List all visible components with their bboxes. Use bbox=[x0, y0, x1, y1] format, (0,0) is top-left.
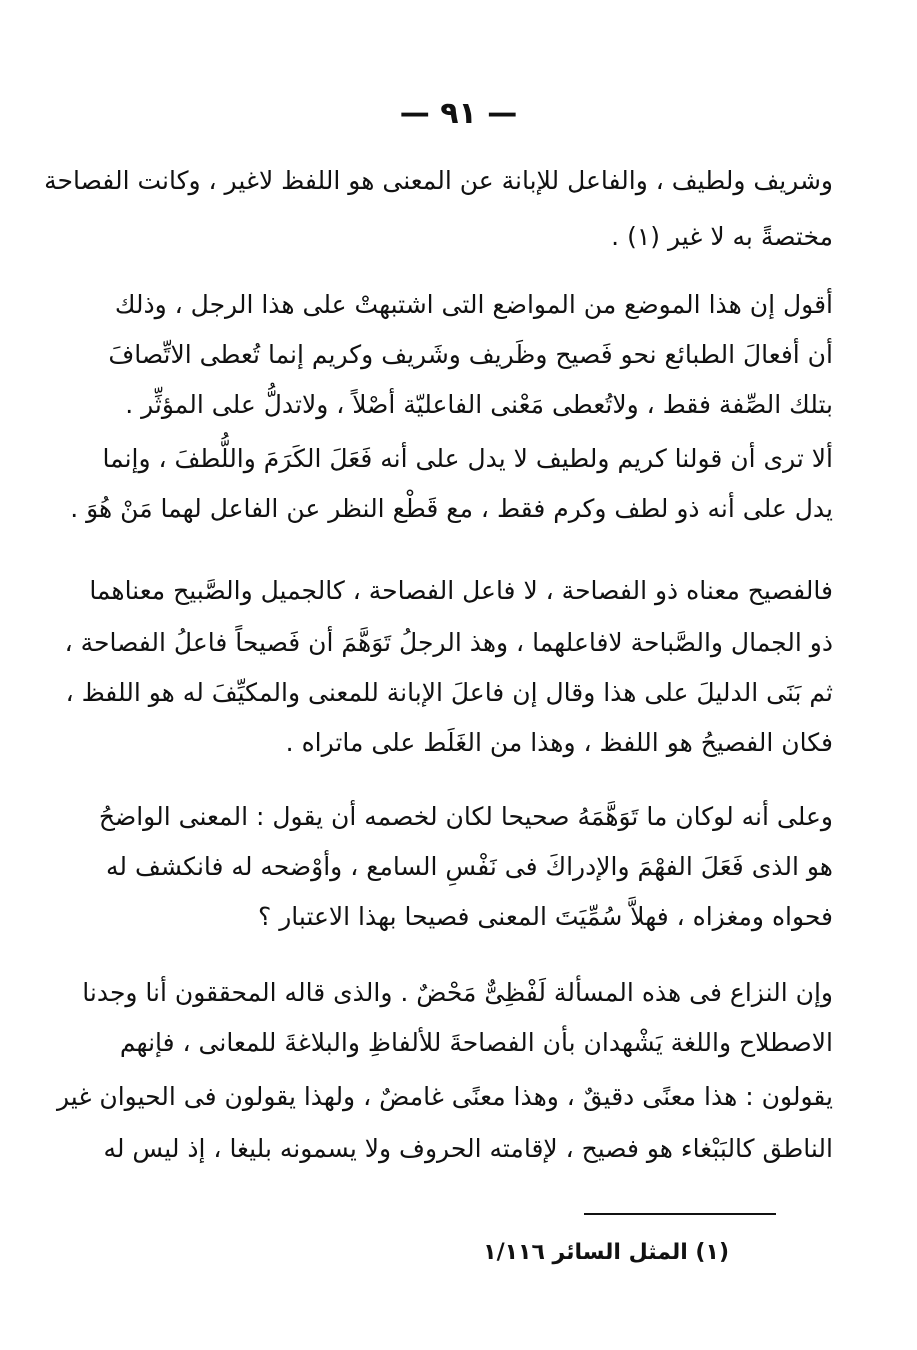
text-line: يدل على أنه ذو لطف وكرم فقط ، مع قَطْع النظر عن الفاعل لهما مَنْ هُوَ . bbox=[70, 494, 833, 523]
text-line: الناطق كالبَبْغاء هو فصيح ، لإقامته الحروف ولا يسمونه بليغا ، إذ ليس له bbox=[103, 1134, 833, 1163]
text-line: هو الذى فَعَلَ الفهْمَ والإدراكَ فى نَفْسِ السامع ، وأوْضحه له فانكشف له bbox=[106, 852, 833, 881]
text-line: أقول إن هذا الموضع من المواضع التى اشتبهتْ على هذا الرجل ، وذلك bbox=[114, 290, 833, 319]
footnote-separator bbox=[584, 1213, 776, 1215]
footnote: (١) المثل السائر ١/١١٦ bbox=[483, 1240, 729, 1265]
text-line: فكان الفصيحُ هو اللفظ ، وهذا من الغَلَط على ماتراه . bbox=[285, 728, 833, 757]
text-line: ثم بَنَى الدليلَ على هذا وقال إن فاعلَ الإبانة للمعنى والمكيِّفَ له هو اللفظ ، bbox=[65, 678, 833, 707]
text-line: فحواه ومغزاه ، فهلاَّ سُمِّيَتَ المعنى فصيحا بهذا الاعتبار ؟ bbox=[258, 902, 833, 931]
text-line: الاصطلاح واللغة يَشْهدان بأن الفصاحةَ للألفاظِ والبلاغةَ للمعانى ، فإنهم bbox=[119, 1028, 833, 1057]
page-number: — ٩١ — bbox=[399, 96, 518, 131]
text-line: بتلك الصِّفة فقط ، ولاتُعطى مَعْنى الفاعليّة أصْلاً ، ولاتدلُّ على المؤثِّر . bbox=[125, 390, 833, 419]
text-line: ألا ترى أن قولنا كريم ولطيف لا يدل على أنه فَعَلَ الكَرَمَ واللُّطفَ ، وإنما bbox=[102, 444, 833, 473]
text-line: مختصةً به لا غير (١) . bbox=[611, 222, 833, 251]
text-line: فالفصيح معناه ذو الفصاحة ، لا فاعل الفصاحة ، كالجميل والصَّبيح معناهما bbox=[89, 576, 833, 605]
text-line: وشريف ولطيف ، والفاعل للإبانة عن المعنى هو اللفظ لاغير ، وكانت الفصاحة bbox=[44, 166, 833, 195]
text-line: يقولون : هذا معنًى دقيقٌ ، وهذا معنًى غامضٌ ، ولهذا يقولون فى الحيوان غير bbox=[56, 1082, 833, 1111]
text-line: ذو الجمال والصَّباحة لافاعلهما ، وهذ الرجلُ تَوَهَّمَ أن فَصيحاً فاعلُ الفصاحة ، bbox=[64, 628, 833, 657]
text-line: أن أفعالَ الطبائع نحو فَصيح وظَريف وشَريف وكريم إنما تُعطى الاتِّصافَ bbox=[108, 340, 833, 369]
text-line: وإن النزاع فى هذه المسألة لَفْظِىٌّ مَحْضٌ . والذى قاله المحققون أنا وجدنا bbox=[82, 978, 833, 1007]
text-line: وعلى أنه لوكان ما تَوَهَّمَهُ صحيحا لكان لخصمه أن يقول : المعنى الواضحُ bbox=[98, 802, 833, 831]
